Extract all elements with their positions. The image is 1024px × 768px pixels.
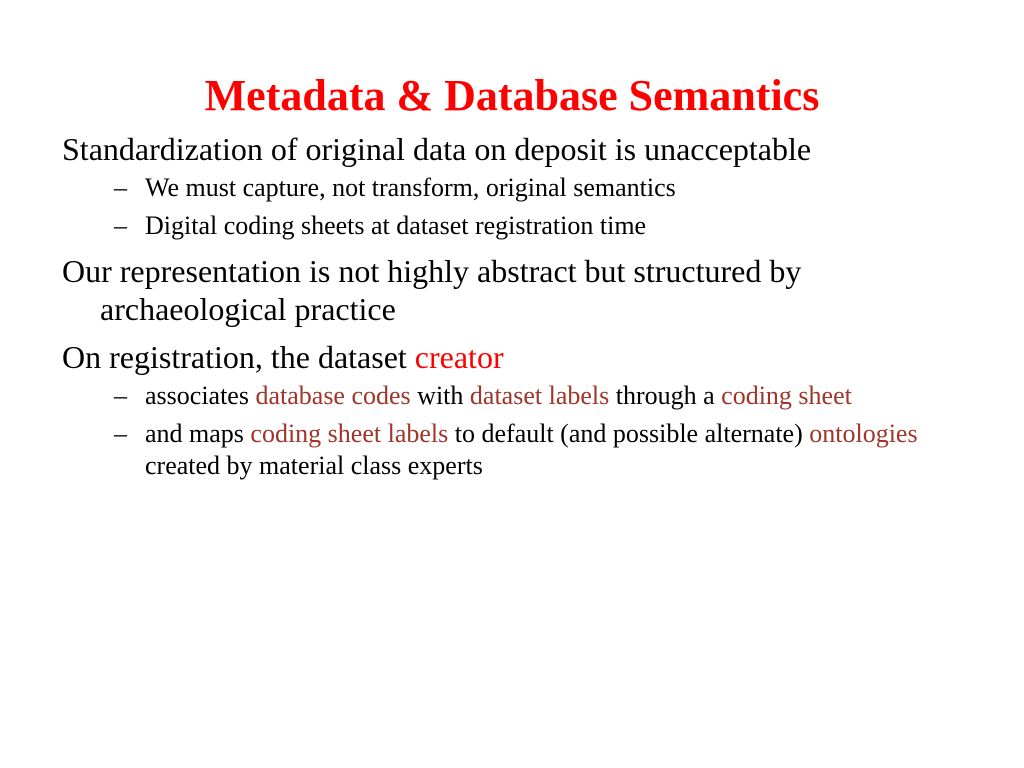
slide-title: Metadata & Database Semantics bbox=[204, 71, 820, 120]
term-dataset-labels: dataset labels bbox=[469, 381, 610, 410]
bullet-3-sub-1 bbox=[62, 380, 962, 412]
bullet-3-sub-2-text bbox=[145, 419, 918, 480]
dash-marker: – bbox=[114, 381, 127, 410]
bullet-1: Standardization of original data on deposit is unacceptable bbox=[62, 131, 812, 167]
bullet-3-highlight: creator bbox=[414, 339, 504, 375]
term-coding-sheet: coding sheet bbox=[721, 381, 852, 410]
bullet-1-sub-2 bbox=[62, 210, 962, 242]
bullet-1-sub-2-text: Digital coding sheets at dataset registration time bbox=[145, 211, 647, 240]
plain-text: with bbox=[410, 381, 470, 410]
term-database-codes: database codes bbox=[255, 381, 411, 410]
bullet-1-sub-1-text: We must capture, not transform, original semantics bbox=[145, 173, 676, 202]
slide-body bbox=[62, 130, 962, 482]
bullet-2: Our representation is not highly abstract but structured by archaeological practice bbox=[62, 253, 802, 327]
plain-text: created by material class experts bbox=[145, 451, 483, 480]
plain-text: to default (and possible alternate) bbox=[448, 419, 810, 448]
bullet-3 bbox=[62, 338, 962, 376]
bullet-3-sub-1-text bbox=[145, 381, 852, 410]
term-ontologies: ontologies bbox=[809, 419, 918, 448]
plain-text: through a bbox=[609, 381, 722, 410]
plain-text: and maps bbox=[145, 419, 251, 448]
dash-marker: – bbox=[114, 419, 127, 448]
dash-marker: – bbox=[114, 173, 127, 202]
term-coding-sheet-labels: coding sheet labels bbox=[250, 419, 449, 448]
bullet-1-sub-1 bbox=[62, 172, 962, 204]
bullet-3-sub-2 bbox=[62, 418, 962, 482]
plain-text: associates bbox=[145, 381, 256, 410]
dash-marker: – bbox=[114, 211, 127, 240]
bullet-3-text: On registration, the dataset bbox=[62, 339, 415, 375]
